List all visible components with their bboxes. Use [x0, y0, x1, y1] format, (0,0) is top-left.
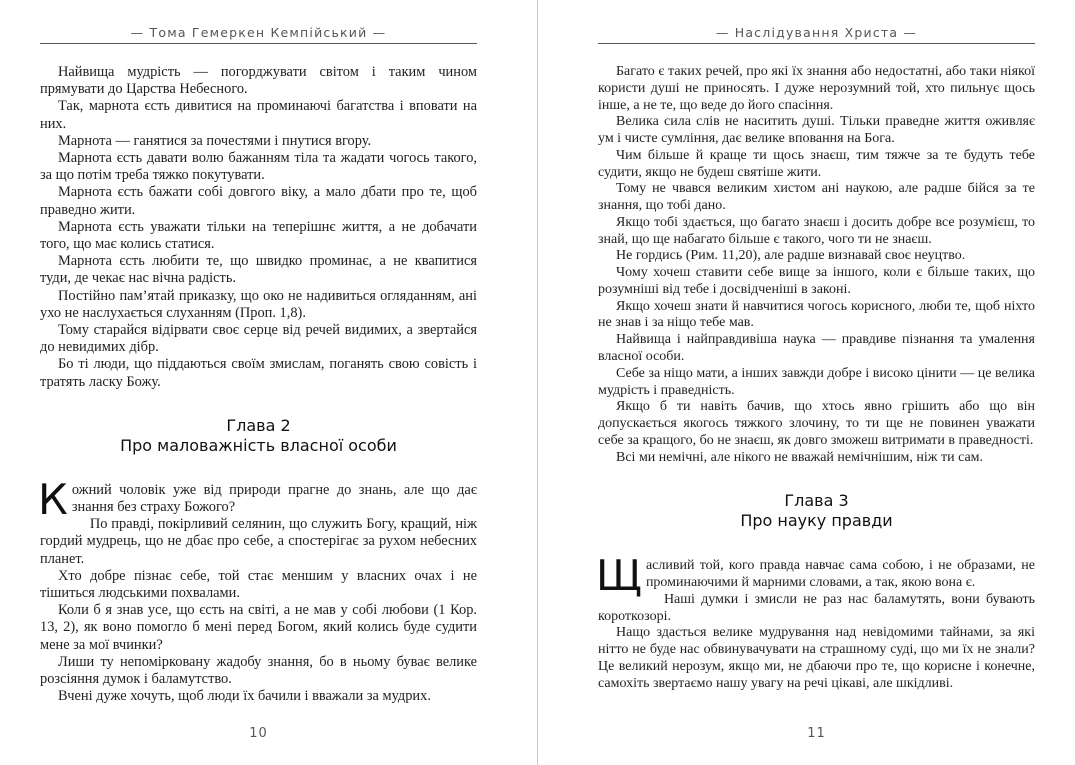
page-number: 10 [249, 726, 268, 741]
chapter-heading [40, 416, 477, 456]
paragraph: Чому хочеш ставити себе вище за іншого, коли є більше таких, що розумніші від тебе і досвідченіші в законі. [598, 265, 1035, 297]
left-page [0, 0, 537, 765]
drop-cap-letter: Щ [596, 551, 642, 601]
paragraph: Найвища і найправдивіша наука — правдиве пізнання та умалення власної особи. [598, 332, 1035, 365]
paragraph: Себе за ніщо мати, а інших завжди добре і високо цінити — це велика мудрість і праведність. [598, 365, 1035, 398]
paragraphs-bottom [598, 592, 1035, 693]
paragraph: Так, марнота єсть дивитися на проминаючі багатства і вповати на них. [40, 98, 477, 132]
paragraph: Велика сила слів не наситить душі. Тільки праведне життя оживляє ум і чисте сумління, дає велике вповання на Бога. [598, 114, 1035, 147]
paragraph: Бо ті люди, що піддаються своїм змислам, поганять свою совість і тратять ласку Божу. [40, 356, 477, 390]
paragraph: Марнота — ганятися за почестями і пнутися вгору. [58, 132, 372, 149]
paragraph: Лиши ту непомірковану жадобу знання, бо в ньому буває велике розсіяння думок і баламутство. [40, 653, 477, 688]
page-text [40, 64, 477, 706]
paragraph: Марнота єсть любити те, що швидко проминає, а не квапитися туди, де чекає нас вічна радість. [40, 253, 477, 287]
paragraph: Багато є таких речей, про які їх знання або недостатні, або таки ніякої користи душі не приносять. І дуже нерозумний той, хто пильнує щось інше, а не те, що веде до його спасіння. [598, 64, 1035, 113]
paragraph: Постійно пам’ятай приказку, що око не надивиться огляданням, ані ухо не наслухається слуханням (Проп. 1,8). [40, 287, 477, 321]
paragraphs-bottom [40, 516, 477, 705]
drop-cap-text: асливий той, кого правда навчає сама собою, і не образами, не проминаючими й марними словами, а так, якою вона є. [645, 558, 1035, 591]
drop-cap-paragraph [38, 474, 477, 524]
chapter-title: Про науку правди [740, 511, 893, 531]
paragraph: Якщо хочеш знати й навчитися чогось корисного, люби те, щоб ніхто не знав і за ніщо тебе мав. [598, 298, 1035, 331]
page-text [598, 64, 1035, 693]
paragraph: Марнота єсть уважати тільки на теперішнє життя, а не добачати того, що має колись статися. [40, 218, 477, 253]
drop-cap-text: ожний чоловік уже від природи прагне до знань, але що дає знання без страху Божого? [71, 481, 477, 516]
paragraph: Найвища мудрість — погорджувати світом і таким чином прямувати до Царства Небесного. [40, 64, 477, 98]
paragraph: Марнота єсть бажати собі довгого віку, а мало дбати про те, щоб праведно жити. [40, 184, 477, 218]
paragraph: По правді, покірливий селянин, що служить Богу, кращий, ніж гордий мудрець, що не дбає про себе, а спостерігає за рухом небесних планет. [40, 516, 477, 567]
chapter-number: Глава 2 [226, 415, 291, 435]
paragraph: Нащо здасться велике мудрування над невідомими тайнами, за які нітто не буде нас обвинувачувати на страшному суді, що ми їх не знали? Це великий нерозум, якщо ми, не дбаючи про те, що корисне і конечне, самохіть звертаємо нашу увагу на речі цікаві, але шкідливі. [598, 625, 1035, 691]
header-rule [598, 43, 1035, 44]
drop-cap-letter: К [38, 474, 68, 524]
paragraph: Вчені дуже хочуть, щоб люди їх бачили і вважали за мудрих. [58, 688, 431, 705]
running-head: — Тома Гемеркен Кемпійський — [130, 25, 387, 40]
paragraph: Чим більше й краще ти щось знаєш, тим тяжче за те будуть тебе судити, якщо не будеш святіше жити. [598, 147, 1035, 180]
chapter-title: Про маловажність власної особи [120, 435, 397, 455]
drop-cap-paragraph [596, 551, 1035, 601]
paragraph: Всі ми немічні, але нікого не вважай немічнішим, ніж ти сам. [616, 449, 984, 465]
chapter-heading [598, 491, 1035, 531]
chapter-number: Глава 3 [784, 491, 849, 511]
paragraphs-top [598, 64, 1035, 466]
paragraphs-top [40, 64, 477, 391]
paragraph: Тому старайся відірвати своє серце від речей видимих, а звертайся до невидимих дібр. [40, 322, 477, 356]
paragraph: Коли б я знав усе, що єсть на світі, а не мав у собі любови (1 Кор. 13, 2), як воно помогло б мені перед Богом, який колись буде судити мене за мої вчинки? [40, 602, 477, 653]
paragraph: Якщо тобі здається, що багато знаєш і досить добре все розумієш, то знай, що ще набагато більше є такого, чого ти не знаєш. [598, 214, 1035, 247]
paragraph: Марнота єсть давати волю бажанням тіла та жадати чогось такого, за що потім треба тяжко покутувати. [40, 150, 477, 184]
header-rule [40, 43, 477, 44]
running-head: — Наслідування Христа — [715, 25, 918, 40]
paragraph: Хто добре пізнає себе, той стає меншим у власних очах і не тішиться людськими похвалами. [40, 567, 477, 602]
paragraph: Наші думки і змисли не раз нас баламутять, вони бувають короткозорі. [598, 591, 1035, 624]
paragraph: Не гордись (Рим. 11,20), але радше визнавай своє неуцтво. [616, 248, 966, 264]
right-page [538, 0, 1075, 765]
page-number: 11 [807, 726, 826, 741]
paragraph: Тому не чвався великим хистом ані наукою, але радше бійся за те знання, що тобі дано. [598, 181, 1035, 214]
paragraph: Якщо б ти навіть бачив, що хтось явно грішить або що він допускається якогось тяжкого злочину, то ти ще не повинен уважати себе за кращого, бо не знаєш, як довго зможеш витримати в праведності. [598, 399, 1035, 448]
